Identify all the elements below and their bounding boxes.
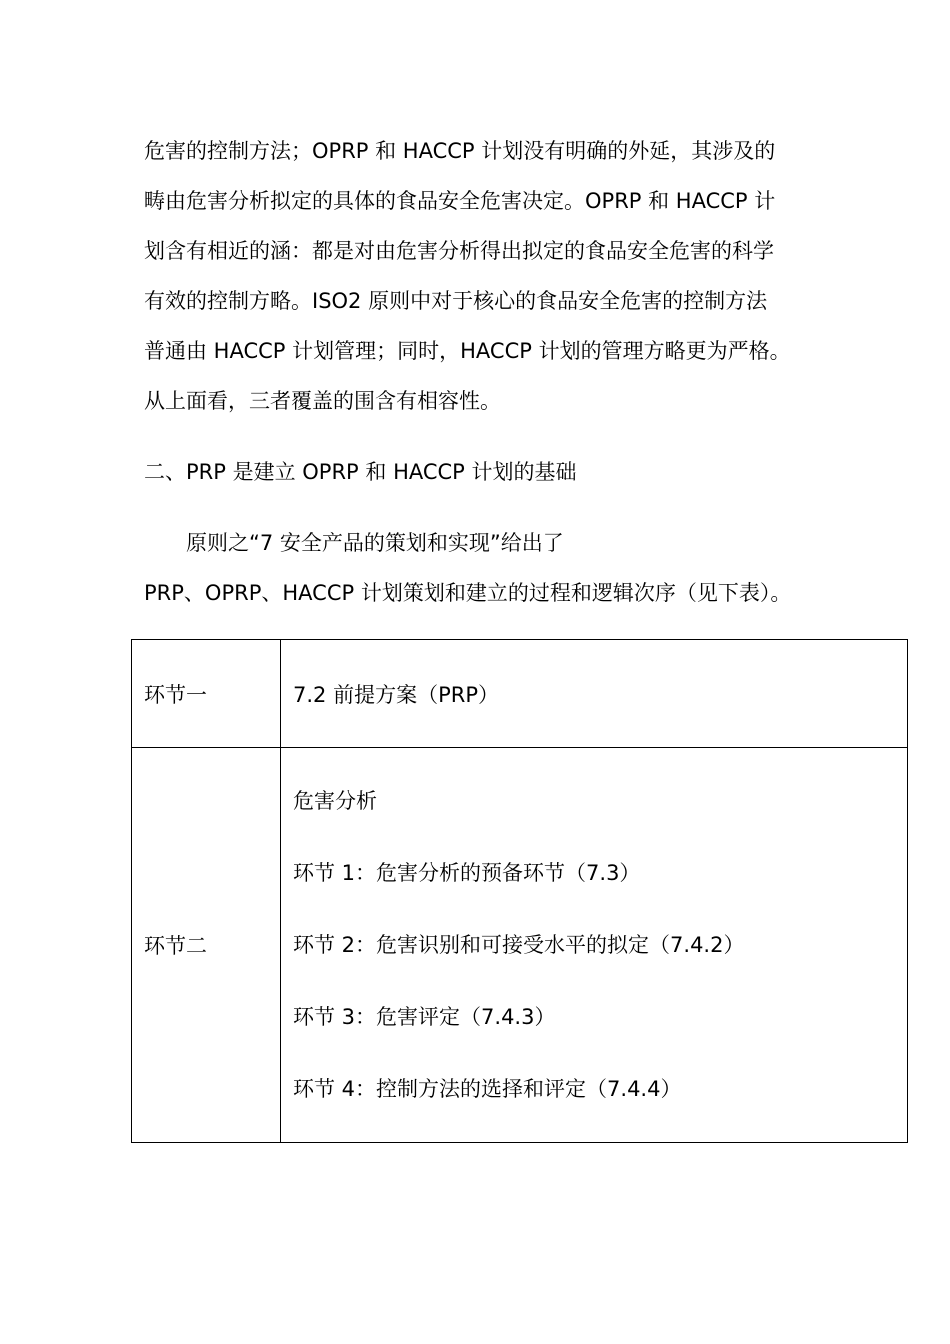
- intro-line: PRP、OPRP、HACCP 计划策划和建立的过程和逻辑次序（见下表）。: [144, 581, 792, 605]
- step-content-cell: [281, 640, 908, 748]
- step-content-cell: [281, 748, 908, 1143]
- table-row: [132, 640, 908, 748]
- paragraph-line: 划含有相近的涵：都是对由危害分析得出拟定的食品安全危害的科学: [144, 239, 774, 263]
- step-content-line: 环节 4：控制方法的选择和评定（7.4.4）: [293, 1077, 682, 1101]
- steps-table: [131, 639, 908, 1143]
- step-content-line: 环节 1：危害分析的预备环节（7.3）: [293, 861, 641, 885]
- section-heading: 二、PRP 是建立 OPRP 和 HACCP 计划的基础: [144, 460, 577, 484]
- intro-paragraph: [144, 518, 844, 618]
- step-label-cell: 环节一: [132, 640, 281, 748]
- step-content-line: 环节 3：危害评定（7.4.3）: [293, 1005, 556, 1029]
- table-row: [132, 748, 908, 1143]
- step-content-line: 危害分析: [293, 789, 377, 813]
- paragraph-line: 普通由 HACCP 计划管理；同时，HACCP 计划的管理方略更为严格。: [144, 339, 791, 363]
- step-label-cell: 环节二: [132, 748, 281, 1143]
- paragraph-line: 有效的控制方略。ISO2 原则中对于核心的食品安全危害的控制方法: [144, 289, 768, 313]
- paragraph-line: 畴由危害分析拟定的具体的食品安全危害决定。OPRP 和 HACCP 计: [144, 189, 776, 213]
- step-content-line: 7.2 前提方案（PRP）: [293, 682, 499, 707]
- body-paragraph: [144, 126, 824, 426]
- step-content-line: 环节 2：危害识别和可接受水平的拟定（7.4.2）: [293, 933, 745, 957]
- paragraph-line: 从上面看，三者覆盖的围含有相容性。: [144, 389, 501, 413]
- intro-line: 原则之“7 安全产品的策划和实现”给出了: [186, 531, 564, 555]
- paragraph-line: 危害的控制方法；OPRP 和 HACCP 计划没有明确的外延，其涉及的: [144, 139, 776, 163]
